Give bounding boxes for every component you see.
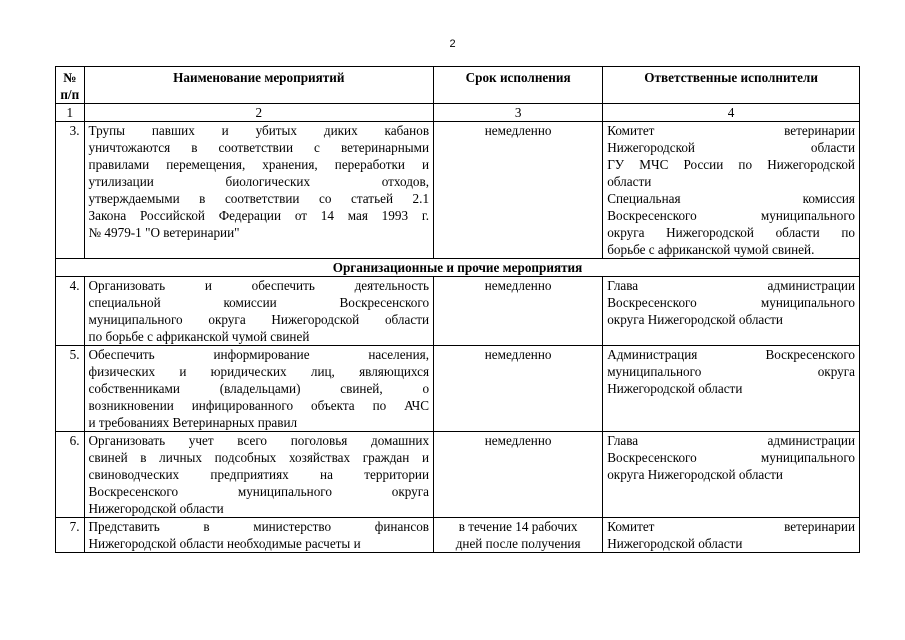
responsible xyxy=(603,346,860,432)
row-number: 6. xyxy=(56,432,85,518)
page-number: 2 xyxy=(449,38,456,50)
text-line: округа Нижегородской области по xyxy=(607,225,855,240)
text-line: Воскресенского муниципального xyxy=(607,450,855,465)
table-row xyxy=(56,122,860,259)
section-title: Организационные и прочие мероприятия xyxy=(56,259,860,277)
text-line: Нижегородской области xyxy=(607,536,743,551)
measure-name xyxy=(84,122,434,259)
text-line: Воскресенского муниципального округа xyxy=(88,484,430,499)
col-number: 2 xyxy=(84,104,434,122)
text-line: утверждаемыми в соответствии со статьей 2.1 xyxy=(88,191,430,206)
responsible xyxy=(603,432,860,518)
text-line: по борьбе с африканской чумой свиней xyxy=(88,329,310,344)
measure-name xyxy=(84,277,434,346)
col-number: 3 xyxy=(434,104,603,122)
deadline: немедленно xyxy=(434,122,603,259)
text-line: Комитет ветеринарии xyxy=(607,519,855,534)
text-line: Организовать учет всего поголовья домашних xyxy=(88,433,430,448)
deadline: немедленно xyxy=(434,346,603,432)
text-line: Представить в министерство финансов xyxy=(88,519,430,534)
text-line: Воскресенского муниципального xyxy=(607,208,855,223)
text-line: Глава администрации xyxy=(607,278,855,293)
text-line: свиноводческих предприятиях на территории xyxy=(88,467,430,482)
text-line: Нижегородской области xyxy=(88,501,224,516)
column-numbers-row xyxy=(56,104,860,122)
text-line: утилизации биологических отходов, xyxy=(88,174,430,189)
text-line: № 4979-1 "О ветеринарии" xyxy=(88,225,240,240)
measure-name xyxy=(84,432,434,518)
text-line: Нижегородской области xyxy=(607,381,743,396)
text-line: ГУ МЧС России по Нижегородской xyxy=(607,157,855,172)
text-line: Обеспечить информирование населения, xyxy=(88,347,430,362)
text-line: в течение 14 рабочих xyxy=(458,519,578,534)
text-line: Нижегородской области необходимые расчеты и xyxy=(88,536,361,551)
text-line: возникновении инфицированного объекта по АЧС xyxy=(88,398,430,413)
text-line: области xyxy=(607,174,652,189)
text-line: собственниками (владельцами) свиней, о xyxy=(88,381,430,396)
text-line: борьбе с африканской чумой свиней. xyxy=(607,242,815,257)
text-line: Нижегородской области xyxy=(607,140,855,155)
table-row xyxy=(56,277,860,346)
text-line: Глава администрации xyxy=(607,433,855,448)
responsible xyxy=(603,122,860,259)
header-responsible: Ответственные исполнители xyxy=(603,67,860,104)
measure-name xyxy=(84,518,434,553)
table-row xyxy=(56,346,860,432)
header-name: Наименование мероприятий xyxy=(84,67,434,104)
text-line: округа Нижегородской области xyxy=(607,467,783,482)
header-deadline: Срок исполнения xyxy=(434,67,603,104)
col-number: 1 xyxy=(56,104,85,122)
text-line: Организовать и обеспечить деятельность xyxy=(88,278,430,293)
header-num: № п/п xyxy=(56,67,85,104)
measure-name xyxy=(84,346,434,432)
text-line: свиней в личных подсобных хозяйствах граждан и xyxy=(88,450,430,465)
text-line: Специальная комиссия xyxy=(607,191,855,206)
responsible xyxy=(603,518,860,553)
row-number: 5. xyxy=(56,346,85,432)
text-line: муниципального округа Нижегородской области xyxy=(88,312,430,327)
measures-table xyxy=(55,66,860,553)
text-line: Закона Российской Федерации от 14 мая 1993 г. xyxy=(88,208,430,223)
row-number: 7. xyxy=(56,518,85,553)
text-line: Воскресенского муниципального xyxy=(607,295,855,310)
responsible xyxy=(603,277,860,346)
deadline: немедленно xyxy=(434,277,603,346)
text-line: специальной комиссии Воскресенского xyxy=(88,295,430,310)
text-line: правилами перемещения, хранения, переработки и xyxy=(88,157,430,172)
text-line: дней после получения xyxy=(455,536,581,551)
table-header-row xyxy=(56,67,860,104)
col-number: 4 xyxy=(603,104,860,122)
text-line: Комитет ветеринарии xyxy=(607,123,855,138)
table-row xyxy=(56,432,860,518)
text-line: Трупы павших и убитых диких кабанов xyxy=(88,123,430,138)
table-row xyxy=(56,518,860,553)
text-line: физических и юридических лиц, являющихся xyxy=(88,364,430,379)
text-line: муниципального округа xyxy=(607,364,855,379)
row-number: 4. xyxy=(56,277,85,346)
row-number: 3. xyxy=(56,122,85,259)
section-row xyxy=(56,259,860,277)
text-line: уничтожаются в соответствии с ветеринарными xyxy=(88,140,430,155)
deadline xyxy=(434,518,603,553)
text-line: Администрация Воскресенского xyxy=(607,347,855,362)
deadline: немедленно xyxy=(434,432,603,518)
text-line: округа Нижегородской области xyxy=(607,312,783,327)
text-line: и требованиях Ветеринарных правил xyxy=(88,415,298,430)
